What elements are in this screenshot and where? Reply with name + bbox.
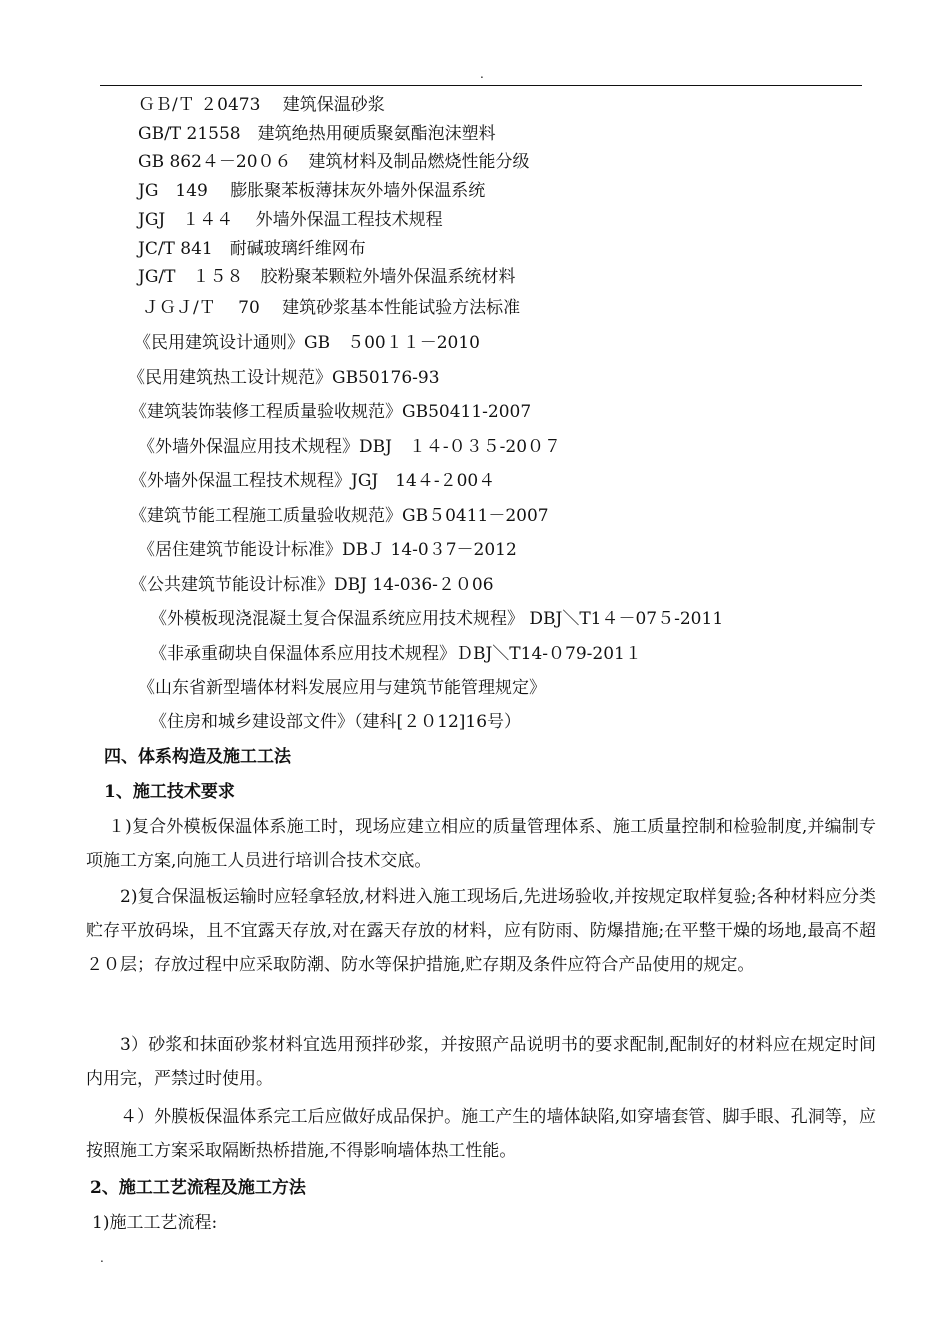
header-dot: . [480, 67, 484, 81]
standard-line-17: 《外模板现浇混凝土复合保温系统应用技术规程》 DBJ＼T1４－07５-2011 [150, 609, 724, 629]
standard-line-8: ＪＧＪ/Ｔ 70 建筑砂浆基本性能试验方法标准 [142, 298, 521, 318]
paragraph-2: 2)复合保温板运输时应轻拿轻放,材料进入施工现场后,先进场验收,并按规定取样复验;各种材料应分类贮存平放码垛，且不宜露天存放,对在露天存放的材料，应有防雨、防爆措施;在平整干燥的场地,最高不超２０层；存放过程中应采取防潮、防水等保护措施,贮存期及条件应符合产品使用的规定。 [86, 887, 876, 975]
standard-line-5: JGJ １４４ 外墙外保温工程技术规程 [138, 210, 443, 230]
subsection-heading-2: 2、施工工艺流程及施工方法 [90, 1178, 306, 1198]
footer-dot: . [100, 1251, 104, 1265]
section-heading: 四、体系构造及施工工法 [104, 747, 291, 767]
standard-line-6: JC/T 841 耐碱玻璃纤维网布 [138, 239, 366, 259]
standard-line-14: 《建筑节能工程施工质量验收规范》GB５0411－2007 [130, 506, 549, 526]
standard-line-2: GB/T 21558 建筑绝热用硬质聚氨酯泡沫塑料 [138, 124, 496, 144]
subsection-heading-1: 1、施工技术要求 [104, 782, 235, 802]
standard-line-10: 《民用建筑热工设计规范》GB50176-93 [128, 368, 440, 388]
standard-line-18: 《非承重砌块自保温体系应用技术规程》ＤBJ＼T14-０79-201１ [150, 644, 642, 664]
paragraph-1: １)复合外模板保温体系施工时，现场应建立相应的质量管理体系、施工质量控制和检验制度,并编制专项施工方案,向施工人员进行培训合技术交底。 [86, 817, 876, 871]
standard-line-15: 《居住建筑节能设计标准》DBＪ 14-0３7－2012 [138, 540, 517, 560]
standard-line-1: ＧＢ/Ｔ ２0473 建筑保温砂浆 [138, 95, 385, 115]
process-item-1: 1)施工工艺流程: [92, 1213, 218, 1233]
standard-line-19: 《山东省新型墙体材料发展应用与建筑节能管理规定》 [138, 678, 546, 698]
standard-line-11: 《建筑装饰装修工程质量验收规范》GB50411-2007 [130, 402, 532, 422]
paragraph-4: ４）外膜板保温体系完工后应做好成品保护。施工产生的墙体缺陷,如穿墙套管、脚手眼、孔洞等，应按照施工方案采取隔断热桥措施,不得影响墙体热工性能。 [86, 1107, 876, 1161]
standard-line-12: 《外墙外保温应用技术规程》DBJ １４-０３５-20０７ [138, 437, 562, 457]
standard-line-7: JG/T １５８ 胶粉聚苯颗粒外墙外保温系统材料 [138, 267, 516, 287]
paragraph-3: 3）砂浆和抹面砂浆材料宜选用预拌砂浆，并按照产品说明书的要求配制,配制好的材料应在规定时间内用完，严禁过时使用。 [86, 1035, 876, 1089]
standard-line-13: 《外墙外保温工程技术规程》JGJ 14４-２00４ [130, 471, 496, 491]
standard-line-3: GB 862４－20０６ 建筑材料及制品燃烧性能分级 [138, 152, 530, 172]
standard-line-9: 《民用建筑设计通则》GB ５00１１－2010 [134, 333, 480, 353]
standard-line-20: 《住房和城乡建设部文件》（建科[２０12]16号） [150, 712, 522, 732]
standard-line-4: JG 149 膨胀聚苯板薄抹灰外墙外保温系统 [138, 181, 486, 201]
standard-line-16: 《公共建筑节能设计标准》DBJ 14-036-２０06 [130, 575, 494, 595]
header-rule [100, 85, 862, 86]
